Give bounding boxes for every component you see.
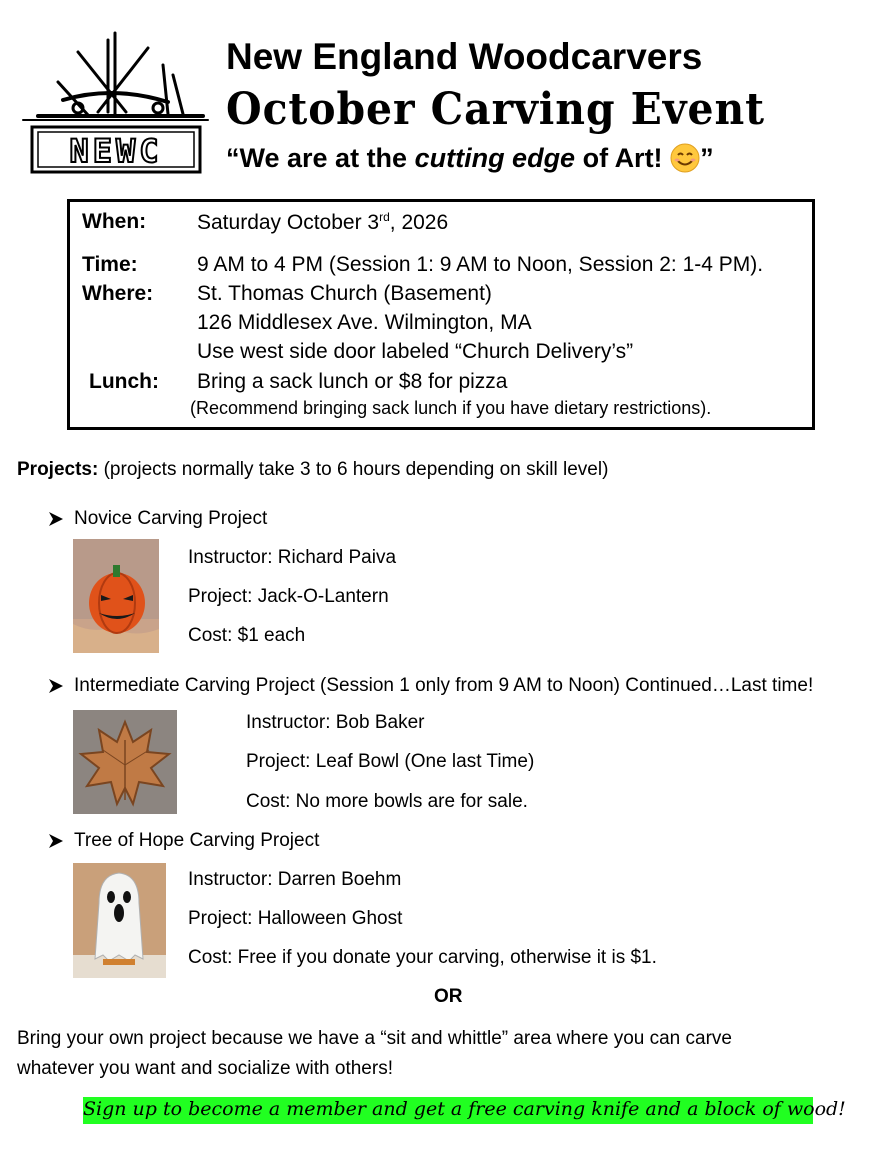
membership-banner-text: Sign up to become a member and get a free carving knife and a block of wood! <box>83 1098 846 1120</box>
where-label: Where: <box>82 282 154 305</box>
project-3-instructor: Instructor: Darren Boehm <box>188 869 402 890</box>
jack-o-lantern-photo <box>73 539 159 653</box>
projects-intro-text: (projects normally take 3 to 6 hours depending on skill level) <box>98 459 609 480</box>
project-3-cost: Cost: Free if you donate your carving, otherwise it is $1. <box>188 947 657 968</box>
leaf-bowl-photo <box>73 710 177 814</box>
project-2-cost: Cost: No more bowls are for sale. <box>246 791 528 812</box>
where-line-1: St. Thomas Church (Basement) <box>197 282 492 305</box>
arrow-bullet-icon <box>47 677 65 695</box>
or-divider: OR <box>434 986 463 1007</box>
halloween-ghost-photo <box>73 863 166 978</box>
membership-banner <box>83 1097 846 1124</box>
project-2-title: Intermediate Carving Project (Session 1 only from 9 AM to Noon) Continued…Last time! <box>74 675 814 696</box>
when-date-suffix: rd <box>379 210 390 224</box>
when-value <box>197 210 448 235</box>
time-label: Time: <box>82 253 138 276</box>
smiley-icon <box>670 143 700 173</box>
project-1-instructor: Instructor: Richard Paiva <box>188 547 397 568</box>
when-label: When: <box>82 210 147 233</box>
project-2-project: Project: Leaf Bowl (One last Time) <box>246 751 535 772</box>
tagline <box>226 143 714 174</box>
lunch-value: Bring a sack lunch or $8 for pizza <box>197 370 508 393</box>
projects-label: Projects: <box>17 459 99 480</box>
project-1-cost: Cost: $1 each <box>188 625 306 646</box>
newc-logo <box>18 30 213 180</box>
tagline-end: ” <box>700 143 714 173</box>
where-line-2: 126 Middlesex Ave. Wilmington, MA <box>197 311 532 334</box>
project-2-instructor: Instructor: Bob Baker <box>246 712 425 733</box>
arrow-bullet-icon <box>47 510 65 528</box>
when-date: Saturday October 3 <box>197 211 380 234</box>
tagline-emphasis: cutting edge <box>414 143 576 173</box>
org-name: New England Woodcarvers <box>226 36 703 77</box>
arrow-bullet-icon <box>47 832 65 850</box>
logo-text: NEWC <box>69 132 163 170</box>
project-1-title: Novice Carving Project <box>74 508 268 529</box>
projects-intro <box>17 459 608 481</box>
where-line-3: Use west side door labeled “Church Delivery’s” <box>197 340 634 363</box>
project-1-project: Project: Jack-O-Lantern <box>188 586 389 607</box>
byop-line-2: whatever you want and socialize with others! <box>17 1058 393 1079</box>
tagline-post: of Art! <box>575 143 671 173</box>
time-value: 9 AM to 4 PM (Session 1: 9 AM to Noon, Session 2: 1-4 PM). <box>197 253 764 276</box>
lunch-note: (Recommend bringing sack lunch if you have dietary restrictions). <box>190 398 712 418</box>
project-3-title: Tree of Hope Carving Project <box>74 830 320 851</box>
when-year: , 2026 <box>389 211 449 234</box>
byop-line-1: Bring your own project because we have a “sit and whittle” area where you can carve <box>17 1028 732 1049</box>
tagline-pre: “We are at the <box>226 143 415 173</box>
lunch-label: Lunch: <box>89 370 159 393</box>
event-title: October Carving Event <box>226 84 765 135</box>
project-3-project: Project: Halloween Ghost <box>188 908 403 929</box>
